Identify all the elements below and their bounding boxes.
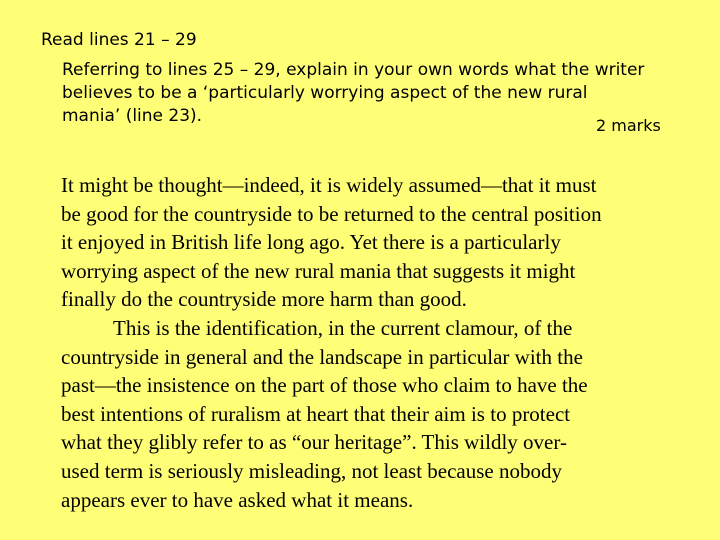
passage-line: countryside in general and the landscape in particular with the [61,344,583,369]
question-line: Referring to lines 25 – 29, explain in your own words what the writer [62,60,645,80]
question-text [62,59,682,128]
marks-label: 2 marks [596,116,661,135]
question-line: believes to be a ‘particularly worrying aspect of the new rural [62,83,588,103]
question-heading: Read lines 21 – 29 [41,30,197,50]
passage-line: worrying aspect of the new rural mania that suggests it might [61,258,576,283]
passage-line: it enjoyed in British life long ago. Yet there is a particularly [61,230,561,255]
passage-line: used term is seriously misleading, not least because nobody [61,458,562,483]
passage-line: It might be thought—indeed, it is widely assumed—that it must [61,173,597,197]
passage-line: finally do the countryside more harm than good. [61,287,467,312]
passage-extract [61,171,701,514]
passage-line: best intentions of ruralism at heart that their aim is to protect [61,401,571,426]
passage-line: appears ever to have asked what it means. [61,487,414,512]
passage-line: past—the insistence on the part of those who claim to have the [61,373,588,398]
passage-paragraph-start: This is the identification, in the current clamour, of the [113,315,573,340]
passage-line: what they glibly refer to as “our heritage”. This wildly over- [61,430,567,455]
question-line: mania’ (line 23). [62,106,203,126]
passage-line: be good for the countryside to be returned to the central position [61,201,602,226]
